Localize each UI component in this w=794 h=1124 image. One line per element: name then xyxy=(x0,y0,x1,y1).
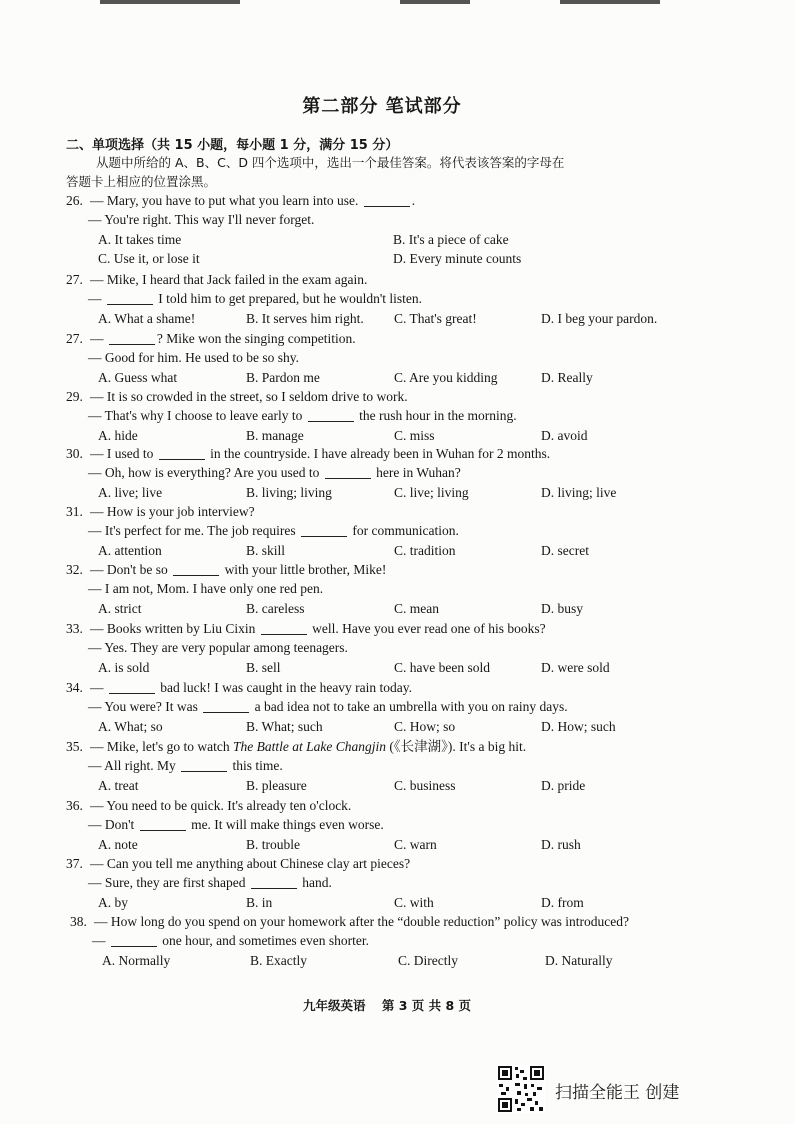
option-b: B. careless xyxy=(246,600,305,616)
option-d: D. Every minute counts xyxy=(393,251,522,267)
options-row xyxy=(66,368,726,387)
question-number: 29. xyxy=(66,389,83,404)
option-a: A. What; so xyxy=(98,718,163,734)
instructions-line-1: 从题中所给的 A、B、C、D 四个选项中，选出一个最佳答案。将代表该答案的字母在 xyxy=(96,155,565,170)
option-d: D. rush xyxy=(541,836,581,852)
scan-artifact-top xyxy=(90,0,690,6)
option-b: B. Exactly xyxy=(250,952,307,968)
options-row xyxy=(66,776,726,795)
question-line-1 xyxy=(66,444,726,463)
option-b: B. pleasure xyxy=(246,777,307,793)
question-line-1 xyxy=(66,854,726,873)
question-number: 37. xyxy=(66,856,83,871)
option-b: B. skill xyxy=(246,542,286,558)
question-text: — How long do you spend on your homework after the “double reduction” policy was introduced? xyxy=(94,914,629,929)
options-row xyxy=(66,483,726,502)
option-a: A. is sold xyxy=(98,659,150,675)
question-line-1 xyxy=(66,191,726,210)
option-c: C. warn xyxy=(394,836,437,852)
question-line-2 xyxy=(66,463,726,482)
question-text: — It is so crowded in the street, so I seldom drive to work. xyxy=(90,389,408,404)
option-b: B. sell xyxy=(246,659,281,675)
answer-blank xyxy=(325,465,371,479)
question-number: 33. xyxy=(66,621,83,636)
question-item xyxy=(66,270,726,328)
option-b: B. It's a piece of cake xyxy=(393,231,509,247)
question-text: — Can you tell me anything about Chinese clay art pieces? xyxy=(90,856,411,871)
answer-blank xyxy=(261,621,307,635)
answer-blank xyxy=(111,933,157,947)
options-row xyxy=(66,309,726,328)
question-number: 35. xyxy=(66,739,83,754)
options-row xyxy=(66,599,726,618)
question-item xyxy=(66,560,726,618)
answer-blank xyxy=(301,523,347,537)
option-a: A. What a shame! xyxy=(98,310,196,326)
question-text: — You're right. This way I'll never forget. xyxy=(88,212,315,228)
footer-page-number: 第 3 页 共 8 页 xyxy=(381,998,472,1013)
option-c: C. tradition xyxy=(394,542,456,558)
question-line-2 xyxy=(66,697,726,716)
question-text: — Sure, they are first shaped hand. xyxy=(88,875,332,891)
options-row xyxy=(66,835,726,854)
question-line-1 xyxy=(66,678,726,697)
question-item xyxy=(66,329,726,387)
option-b: B. living; living xyxy=(246,484,332,500)
option-d: D. from xyxy=(541,894,584,910)
option-a: A. by xyxy=(98,894,128,910)
question-line-1 xyxy=(66,387,726,406)
question-text: — bad luck! I was caught in the heavy rain today. xyxy=(90,680,413,695)
footer-subject: 九年级英语 xyxy=(302,998,366,1013)
question-text: — Oh, how is everything? Are you used to here in Wuhan? xyxy=(88,465,461,481)
question-line-2 xyxy=(66,873,726,892)
question-text: — Mary, you have to put what you learn into use. . xyxy=(90,193,416,208)
question-line-1 xyxy=(70,912,730,931)
answer-blank xyxy=(109,331,155,345)
question-line-2 xyxy=(66,210,726,229)
question-text: — Don't me. It will make things even worse. xyxy=(88,817,384,833)
option-d: D. avoid xyxy=(541,427,588,443)
question-line-2 xyxy=(70,931,730,950)
question-line-2 xyxy=(66,348,726,367)
question-text: — ? Mike won the singing competition. xyxy=(90,331,356,346)
question-line-1 xyxy=(66,329,726,348)
option-c: C. with xyxy=(394,894,434,910)
option-c: C. live; living xyxy=(394,484,469,500)
option-b: B. trouble xyxy=(246,836,300,852)
question-line-1 xyxy=(66,737,726,756)
answer-blank xyxy=(159,446,205,460)
question-number: 27. xyxy=(66,331,83,346)
options-row xyxy=(66,717,726,736)
question-line-2 xyxy=(66,579,726,598)
question-line-2 xyxy=(66,406,726,425)
option-d: D. busy xyxy=(541,600,584,616)
option-a: A. hide xyxy=(98,427,138,443)
options-row xyxy=(66,249,726,268)
option-d: D. Really xyxy=(541,369,593,385)
question-line-2 xyxy=(66,756,726,775)
question-item xyxy=(66,737,726,795)
question-number: 31. xyxy=(66,504,83,519)
option-d: D. living; live xyxy=(541,484,617,500)
question-item xyxy=(66,502,726,560)
option-d: D. secret xyxy=(541,542,589,558)
question-item xyxy=(66,678,726,736)
options-row xyxy=(66,541,726,560)
qr-code-icon xyxy=(497,1065,545,1113)
question-item xyxy=(70,912,730,970)
question-number: 30. xyxy=(66,446,83,461)
option-a: A. Guess what xyxy=(98,369,178,385)
answer-blank xyxy=(173,562,219,576)
question-text: — Yes. They are very popular among teenagers. xyxy=(88,640,348,656)
option-c: C. How; so xyxy=(394,718,456,734)
option-c: C. Directly xyxy=(398,952,458,968)
option-d: D. How; such xyxy=(541,718,616,734)
question-text: — That's why I choose to leave early to the rush hour in the morning. xyxy=(88,408,517,424)
question-text: — How is your job interview? xyxy=(90,504,255,519)
page-title: 第二部分 笔试部分 xyxy=(302,96,462,117)
question-line-1 xyxy=(66,796,726,815)
question-text: — Good for him. He used to be so shy. xyxy=(88,350,299,366)
option-a: A. treat xyxy=(98,777,139,793)
question-text: — You need to be quick. It's already ten o'clock. xyxy=(90,798,352,813)
question-item xyxy=(66,444,726,502)
answer-blank xyxy=(364,193,410,207)
question-item xyxy=(66,619,726,677)
question-line-2 xyxy=(66,815,726,834)
option-b: B. Pardon me xyxy=(246,369,320,385)
question-number: 32. xyxy=(66,562,83,577)
option-b: B. It serves him right. xyxy=(246,310,364,326)
option-d: D. were sold xyxy=(541,659,610,675)
question-text: — Mike, let's go to watch The Battle at Lake Changjin (《长津湖》). It's a big hit. xyxy=(90,739,527,754)
options-row xyxy=(66,426,726,445)
question-number: 38. xyxy=(70,914,87,929)
question-text: — All right. My this time. xyxy=(88,758,283,774)
options-row xyxy=(66,658,726,677)
option-c: C. business xyxy=(394,777,456,793)
question-line-1 xyxy=(66,560,726,579)
question-line-1 xyxy=(66,619,726,638)
question-text: — I told him to get prepared, but he wouldn't listen. xyxy=(88,291,423,307)
question-text: — Don't be so with your little brother, Mike! xyxy=(90,562,387,577)
answer-blank xyxy=(203,699,249,713)
question-text: — Mike, I heard that Jack failed in the exam again. xyxy=(90,272,368,287)
option-c: C. That's great! xyxy=(394,310,477,326)
option-b: B. in xyxy=(246,894,273,910)
question-line-1 xyxy=(66,502,726,521)
question-text: — It's perfect for me. The job requires for communication. xyxy=(88,523,459,539)
option-b: B. manage xyxy=(246,427,304,443)
option-a: A. attention xyxy=(98,542,162,558)
option-b: B. What; such xyxy=(246,718,323,734)
question-text: — You were? It was a bad idea not to take an umbrella with you on rainy days. xyxy=(88,699,568,715)
options-row xyxy=(70,951,730,970)
option-d: D. Naturally xyxy=(545,952,613,968)
option-d: D. I beg your pardon. xyxy=(541,310,658,326)
question-text: — I used to in the countryside. I have already been in Wuhan for 2 months. xyxy=(90,446,551,461)
section-heading: 二、单项选择（共 15 小题，每小题 1 分，满分 15 分） xyxy=(66,138,399,153)
answer-blank xyxy=(140,817,186,831)
question-item xyxy=(66,191,726,269)
question-item xyxy=(66,854,726,912)
option-a: A. strict xyxy=(98,600,142,616)
answer-blank xyxy=(308,408,354,422)
option-c: C. miss xyxy=(394,427,435,443)
option-c: C. Use it, or lose it xyxy=(98,251,200,267)
answer-blank xyxy=(107,291,153,305)
option-c: C. mean xyxy=(394,600,439,616)
option-a: A. It takes time xyxy=(98,231,182,247)
option-c: C. Are you kidding xyxy=(394,369,498,385)
question-text: — I am not, Mom. I have only one red pen. xyxy=(88,581,324,597)
answer-blank xyxy=(251,875,297,889)
option-d: D. pride xyxy=(541,777,586,793)
question-line-2 xyxy=(66,521,726,540)
question-number: 36. xyxy=(66,798,83,813)
option-a: A. Normally xyxy=(102,952,171,968)
answer-blank xyxy=(109,680,155,694)
page-footer xyxy=(0,996,774,1014)
options-row xyxy=(66,893,726,912)
scanner-watermark: 扫描全能王 创建 xyxy=(555,1083,680,1103)
question-item xyxy=(66,387,726,445)
question-number: 26. xyxy=(66,193,83,208)
question-line-2 xyxy=(66,638,726,657)
option-c: C. have been sold xyxy=(394,659,490,675)
question-item xyxy=(66,796,726,854)
answer-blank xyxy=(181,758,227,772)
question-text: — Books written by Liu Cixin well. Have you ever read one of his books? xyxy=(90,621,546,636)
option-a: A. note xyxy=(98,836,138,852)
question-number: 27. xyxy=(66,272,83,287)
question-text: — one hour, and sometimes even shorter. xyxy=(92,933,370,949)
question-line-1 xyxy=(66,270,726,289)
option-a: A. live; live xyxy=(98,484,163,500)
movie-title: The Battle at Lake Changjin xyxy=(233,739,387,754)
options-row xyxy=(66,230,726,249)
instructions-line-2: 答题卡上相应的位置涂黑。 xyxy=(66,174,217,189)
question-line-2 xyxy=(66,289,726,308)
question-number: 34. xyxy=(66,680,83,695)
